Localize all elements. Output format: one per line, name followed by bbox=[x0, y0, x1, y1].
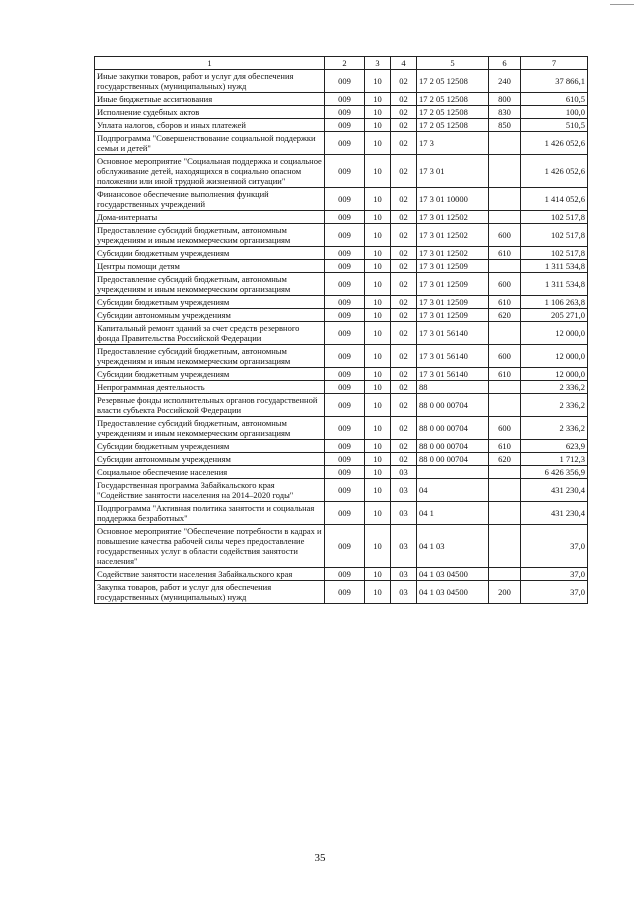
row-name-cell: Иные бюджетные ассигнования bbox=[95, 93, 325, 106]
target-code-cell: 17 3 01 56140 bbox=[417, 368, 489, 381]
expense-type-cell bbox=[489, 381, 521, 394]
table-row bbox=[95, 453, 588, 466]
target-code-cell: 04 1 03 bbox=[417, 525, 489, 568]
expense-type-cell: 850 bbox=[489, 119, 521, 132]
expense-type-cell: 600 bbox=[489, 345, 521, 368]
column-header: 5 bbox=[417, 57, 489, 70]
target-code-cell: 88 bbox=[417, 381, 489, 394]
table-row bbox=[95, 581, 588, 604]
row-name-cell: Основное мероприятие "Обеспечение потребности в кадрах и повышение качества рабочей силы через предоставление государственных услуг в области содействия занятости населения" bbox=[95, 525, 325, 568]
ministry-code-cell: 009 bbox=[325, 247, 365, 260]
row-name-cell: Предоставление субсидий бюджетным, автономным учреждениям и иным некоммерческим организациям bbox=[95, 273, 325, 296]
ministry-code-cell: 009 bbox=[325, 188, 365, 211]
row-name-cell: Исполнение судебных актов bbox=[95, 106, 325, 119]
ministry-code-cell: 009 bbox=[325, 296, 365, 309]
amount-cell: 12 000,0 bbox=[521, 345, 588, 368]
section-code-cell: 10 bbox=[365, 568, 391, 581]
amount-cell: 1 712,3 bbox=[521, 453, 588, 466]
subsection-code-cell: 02 bbox=[391, 322, 417, 345]
amount-cell: 1 426 052,6 bbox=[521, 132, 588, 155]
table-row bbox=[95, 309, 588, 322]
row-name-cell: Субсидии бюджетным учреждениям bbox=[95, 247, 325, 260]
amount-cell: 12 000,0 bbox=[521, 368, 588, 381]
table-row bbox=[95, 260, 588, 273]
row-name-cell: Субсидии бюджетным учреждениям bbox=[95, 368, 325, 381]
row-name-cell: Подпрограмма "Совершенствование социальной поддержки семьи и детей" bbox=[95, 132, 325, 155]
section-code-cell: 10 bbox=[365, 309, 391, 322]
target-code-cell: 17 3 01 12509 bbox=[417, 309, 489, 322]
expense-type-cell: 600 bbox=[489, 273, 521, 296]
row-name-cell: Закупка товаров, работ и услуг для обеспечения государственных (муниципальных) нужд bbox=[95, 581, 325, 604]
target-code-cell: 04 1 03 04500 bbox=[417, 568, 489, 581]
expense-type-cell: 600 bbox=[489, 224, 521, 247]
target-code-cell: 04 1 03 04500 bbox=[417, 581, 489, 604]
row-name-cell: Государственная программа Забайкальского края "Содействие занятости населения на 2014–2020 годы" bbox=[95, 479, 325, 502]
subsection-code-cell: 02 bbox=[391, 273, 417, 296]
expense-type-cell bbox=[489, 322, 521, 345]
amount-cell: 1 414 052,6 bbox=[521, 188, 588, 211]
expense-type-cell bbox=[489, 132, 521, 155]
subsection-code-cell: 02 bbox=[391, 309, 417, 322]
amount-cell: 102 517,8 bbox=[521, 211, 588, 224]
expense-type-cell bbox=[489, 479, 521, 502]
subsection-code-cell: 02 bbox=[391, 224, 417, 247]
amount-cell: 623,9 bbox=[521, 440, 588, 453]
header-row bbox=[95, 57, 588, 70]
amount-cell: 12 000,0 bbox=[521, 322, 588, 345]
target-code-cell: 04 1 bbox=[417, 502, 489, 525]
target-code-cell: 88 0 00 00704 bbox=[417, 453, 489, 466]
section-code-cell: 10 bbox=[365, 417, 391, 440]
section-code-cell: 10 bbox=[365, 188, 391, 211]
target-code-cell: 17 2 05 12508 bbox=[417, 106, 489, 119]
row-name-cell: Непрограммная деятельность bbox=[95, 381, 325, 394]
subsection-code-cell: 03 bbox=[391, 502, 417, 525]
subsection-code-cell: 02 bbox=[391, 155, 417, 188]
row-name-cell: Предоставление субсидий бюджетным, автономным учреждениям и иным некоммерческим организациям bbox=[95, 345, 325, 368]
section-code-cell: 10 bbox=[365, 70, 391, 93]
section-code-cell: 10 bbox=[365, 224, 391, 247]
table-row bbox=[95, 568, 588, 581]
section-code-cell: 10 bbox=[365, 368, 391, 381]
ministry-code-cell: 009 bbox=[325, 345, 365, 368]
row-name-cell: Капитальный ремонт зданий за счет средств резервного фонда Правительства Российской Федерации bbox=[95, 322, 325, 345]
expense-type-cell bbox=[489, 188, 521, 211]
expense-type-cell: 200 bbox=[489, 581, 521, 604]
target-code-cell: 17 3 01 12502 bbox=[417, 211, 489, 224]
row-name-cell: Субсидии автономным учреждениям bbox=[95, 453, 325, 466]
expense-type-cell: 830 bbox=[489, 106, 521, 119]
ministry-code-cell: 009 bbox=[325, 93, 365, 106]
table-row bbox=[95, 479, 588, 502]
row-name-cell: Резервные фонды исполнительных органов государственной власти субъекта Российской Федерации bbox=[95, 394, 325, 417]
expense-type-cell: 610 bbox=[489, 440, 521, 453]
subsection-code-cell: 02 bbox=[391, 453, 417, 466]
amount-cell: 6 426 356,9 bbox=[521, 466, 588, 479]
target-code-cell: 17 3 01 56140 bbox=[417, 322, 489, 345]
ministry-code-cell: 009 bbox=[325, 106, 365, 119]
row-name-cell: Уплата налогов, сборов и иных платежей bbox=[95, 119, 325, 132]
target-code-cell: 88 0 00 00704 bbox=[417, 417, 489, 440]
expense-type-cell bbox=[489, 260, 521, 273]
ministry-code-cell: 009 bbox=[325, 453, 365, 466]
expense-type-cell bbox=[489, 155, 521, 188]
amount-cell: 102 517,8 bbox=[521, 247, 588, 260]
expense-type-cell: 800 bbox=[489, 93, 521, 106]
expense-type-cell bbox=[489, 394, 521, 417]
target-code-cell: 04 bbox=[417, 479, 489, 502]
target-code-cell bbox=[417, 466, 489, 479]
subsection-code-cell: 02 bbox=[391, 417, 417, 440]
column-header: 1 bbox=[95, 57, 325, 70]
table-row bbox=[95, 394, 588, 417]
ministry-code-cell: 009 bbox=[325, 581, 365, 604]
amount-cell: 102 517,8 bbox=[521, 224, 588, 247]
amount-cell: 37,0 bbox=[521, 581, 588, 604]
row-name-cell: Субсидии автономным учреждениям bbox=[95, 309, 325, 322]
column-header: 4 bbox=[391, 57, 417, 70]
expense-type-cell: 610 bbox=[489, 368, 521, 381]
table-row bbox=[95, 132, 588, 155]
amount-cell: 610,5 bbox=[521, 93, 588, 106]
subsection-code-cell: 02 bbox=[391, 132, 417, 155]
section-code-cell: 10 bbox=[365, 106, 391, 119]
ministry-code-cell: 009 bbox=[325, 417, 365, 440]
target-code-cell: 17 3 01 12502 bbox=[417, 247, 489, 260]
ministry-code-cell: 009 bbox=[325, 568, 365, 581]
expense-type-cell: 240 bbox=[489, 70, 521, 93]
ministry-code-cell: 009 bbox=[325, 394, 365, 417]
subsection-code-cell: 02 bbox=[391, 93, 417, 106]
section-code-cell: 10 bbox=[365, 155, 391, 188]
amount-cell: 2 336,2 bbox=[521, 381, 588, 394]
section-code-cell: 10 bbox=[365, 345, 391, 368]
column-header: 6 bbox=[489, 57, 521, 70]
section-code-cell: 10 bbox=[365, 525, 391, 568]
subsection-code-cell: 02 bbox=[391, 70, 417, 93]
amount-cell: 431 230,4 bbox=[521, 502, 588, 525]
expense-type-cell bbox=[489, 568, 521, 581]
target-code-cell: 17 3 01 12509 bbox=[417, 273, 489, 296]
section-code-cell: 10 bbox=[365, 296, 391, 309]
ministry-code-cell: 009 bbox=[325, 381, 365, 394]
target-code-cell: 17 3 01 12502 bbox=[417, 224, 489, 247]
section-code-cell: 10 bbox=[365, 132, 391, 155]
amount-cell: 2 336,2 bbox=[521, 394, 588, 417]
row-name-cell: Содействие занятости населения Забайкальского края bbox=[95, 568, 325, 581]
table-row bbox=[95, 119, 588, 132]
table-row bbox=[95, 466, 588, 479]
expense-type-cell: 620 bbox=[489, 309, 521, 322]
subsection-code-cell: 02 bbox=[391, 381, 417, 394]
amount-cell: 1 426 052,6 bbox=[521, 155, 588, 188]
target-code-cell: 17 3 01 bbox=[417, 155, 489, 188]
amount-cell: 1 311 534,8 bbox=[521, 260, 588, 273]
ministry-code-cell: 009 bbox=[325, 466, 365, 479]
section-code-cell: 10 bbox=[365, 440, 391, 453]
subsection-code-cell: 03 bbox=[391, 581, 417, 604]
row-name-cell: Финансовое обеспечение выполнения функций государственных учреждений bbox=[95, 188, 325, 211]
table-row bbox=[95, 440, 588, 453]
amount-cell: 37,0 bbox=[521, 525, 588, 568]
ministry-code-cell: 009 bbox=[325, 273, 365, 296]
ministry-code-cell: 009 bbox=[325, 479, 365, 502]
ministry-code-cell: 009 bbox=[325, 119, 365, 132]
table-row bbox=[95, 502, 588, 525]
amount-cell: 431 230,4 bbox=[521, 479, 588, 502]
target-code-cell: 17 3 01 10000 bbox=[417, 188, 489, 211]
expense-type-cell: 600 bbox=[489, 417, 521, 440]
ministry-code-cell: 009 bbox=[325, 260, 365, 273]
table-row bbox=[95, 345, 588, 368]
subsection-code-cell: 02 bbox=[391, 345, 417, 368]
expense-type-cell bbox=[489, 466, 521, 479]
amount-cell: 37 866,1 bbox=[521, 70, 588, 93]
table-body bbox=[95, 70, 588, 604]
subsection-code-cell: 03 bbox=[391, 525, 417, 568]
table-row bbox=[95, 247, 588, 260]
table-row bbox=[95, 417, 588, 440]
ministry-code-cell: 009 bbox=[325, 70, 365, 93]
table-row bbox=[95, 188, 588, 211]
table-row bbox=[95, 155, 588, 188]
ministry-code-cell: 009 bbox=[325, 155, 365, 188]
ministry-code-cell: 009 bbox=[325, 211, 365, 224]
subsection-code-cell: 02 bbox=[391, 188, 417, 211]
subsection-code-cell: 03 bbox=[391, 466, 417, 479]
expense-type-cell bbox=[489, 211, 521, 224]
corner-mark bbox=[610, 4, 634, 5]
row-name-cell: Дома-интернаты bbox=[95, 211, 325, 224]
ministry-code-cell: 009 bbox=[325, 502, 365, 525]
row-name-cell: Субсидии бюджетным учреждениям bbox=[95, 440, 325, 453]
target-code-cell: 17 2 05 12508 bbox=[417, 119, 489, 132]
table-row bbox=[95, 70, 588, 93]
table-row bbox=[95, 296, 588, 309]
section-code-cell: 10 bbox=[365, 466, 391, 479]
subsection-code-cell: 02 bbox=[391, 119, 417, 132]
section-code-cell: 10 bbox=[365, 273, 391, 296]
section-code-cell: 10 bbox=[365, 247, 391, 260]
table-row bbox=[95, 106, 588, 119]
target-code-cell: 17 3 bbox=[417, 132, 489, 155]
subsection-code-cell: 03 bbox=[391, 479, 417, 502]
section-code-cell: 10 bbox=[365, 322, 391, 345]
target-code-cell: 88 0 00 00704 bbox=[417, 440, 489, 453]
subsection-code-cell: 02 bbox=[391, 440, 417, 453]
expense-type-cell bbox=[489, 525, 521, 568]
table-row bbox=[95, 273, 588, 296]
ministry-code-cell: 009 bbox=[325, 224, 365, 247]
section-code-cell: 10 bbox=[365, 211, 391, 224]
subsection-code-cell: 02 bbox=[391, 260, 417, 273]
amount-cell: 1 106 263,8 bbox=[521, 296, 588, 309]
target-code-cell: 17 2 05 12508 bbox=[417, 70, 489, 93]
ministry-code-cell: 009 bbox=[325, 322, 365, 345]
target-code-cell: 17 2 05 12508 bbox=[417, 93, 489, 106]
ministry-code-cell: 009 bbox=[325, 368, 365, 381]
amount-cell: 2 336,2 bbox=[521, 417, 588, 440]
subsection-code-cell: 02 bbox=[391, 394, 417, 417]
subsection-code-cell: 02 bbox=[391, 296, 417, 309]
expense-type-cell: 610 bbox=[489, 247, 521, 260]
row-name-cell: Субсидии бюджетным учреждениям bbox=[95, 296, 325, 309]
ministry-code-cell: 009 bbox=[325, 440, 365, 453]
row-name-cell: Иные закупки товаров, работ и услуг для обеспечения государственных (муниципальных) нужд bbox=[95, 70, 325, 93]
expense-type-cell bbox=[489, 502, 521, 525]
ministry-code-cell: 009 bbox=[325, 525, 365, 568]
target-code-cell: 17 3 01 12509 bbox=[417, 260, 489, 273]
page-number: 35 bbox=[314, 852, 326, 864]
budget-table bbox=[94, 56, 588, 604]
ministry-code-cell: 009 bbox=[325, 132, 365, 155]
amount-cell: 510,5 bbox=[521, 119, 588, 132]
subsection-code-cell: 02 bbox=[391, 368, 417, 381]
section-code-cell: 10 bbox=[365, 479, 391, 502]
section-code-cell: 10 bbox=[365, 93, 391, 106]
table-row bbox=[95, 525, 588, 568]
section-code-cell: 10 bbox=[365, 381, 391, 394]
section-code-cell: 10 bbox=[365, 119, 391, 132]
subsection-code-cell: 02 bbox=[391, 106, 417, 119]
table-row bbox=[95, 368, 588, 381]
target-code-cell: 17 3 01 12509 bbox=[417, 296, 489, 309]
amount-cell: 205 271,0 bbox=[521, 309, 588, 322]
table-row bbox=[95, 322, 588, 345]
amount-cell: 1 311 534,8 bbox=[521, 273, 588, 296]
table-row bbox=[95, 211, 588, 224]
column-header: 7 bbox=[521, 57, 588, 70]
amount-cell: 37,0 bbox=[521, 568, 588, 581]
section-code-cell: 10 bbox=[365, 581, 391, 604]
amount-cell: 100,0 bbox=[521, 106, 588, 119]
table-row bbox=[95, 93, 588, 106]
subsection-code-cell: 02 bbox=[391, 247, 417, 260]
row-name-cell: Предоставление субсидий бюджетным, автономным учреждениям и иным некоммерческим организациям bbox=[95, 224, 325, 247]
column-header: 2 bbox=[325, 57, 365, 70]
column-header: 3 bbox=[365, 57, 391, 70]
table-row bbox=[95, 224, 588, 247]
section-code-cell: 10 bbox=[365, 394, 391, 417]
target-code-cell: 88 0 00 00704 bbox=[417, 394, 489, 417]
row-name-cell: Социальное обеспечение населения bbox=[95, 466, 325, 479]
section-code-cell: 10 bbox=[365, 260, 391, 273]
subsection-code-cell: 02 bbox=[391, 211, 417, 224]
row-name-cell: Основное мероприятие "Социальная поддержка и социальное обслуживание детей, находящихся в социально опасном положении или иной трудной жизненной ситуации" bbox=[95, 155, 325, 188]
section-code-cell: 10 bbox=[365, 453, 391, 466]
table-row bbox=[95, 381, 588, 394]
expense-type-cell: 610 bbox=[489, 296, 521, 309]
row-name-cell: Центры помощи детям bbox=[95, 260, 325, 273]
row-name-cell: Подпрограмма "Активная политика занятости и социальная поддержка безработных" bbox=[95, 502, 325, 525]
section-code-cell: 10 bbox=[365, 502, 391, 525]
ministry-code-cell: 009 bbox=[325, 309, 365, 322]
expense-type-cell: 620 bbox=[489, 453, 521, 466]
subsection-code-cell: 03 bbox=[391, 568, 417, 581]
target-code-cell: 17 3 01 56140 bbox=[417, 345, 489, 368]
row-name-cell: Предоставление субсидий бюджетным, автономным учреждениям и иным некоммерческим организациям bbox=[95, 417, 325, 440]
